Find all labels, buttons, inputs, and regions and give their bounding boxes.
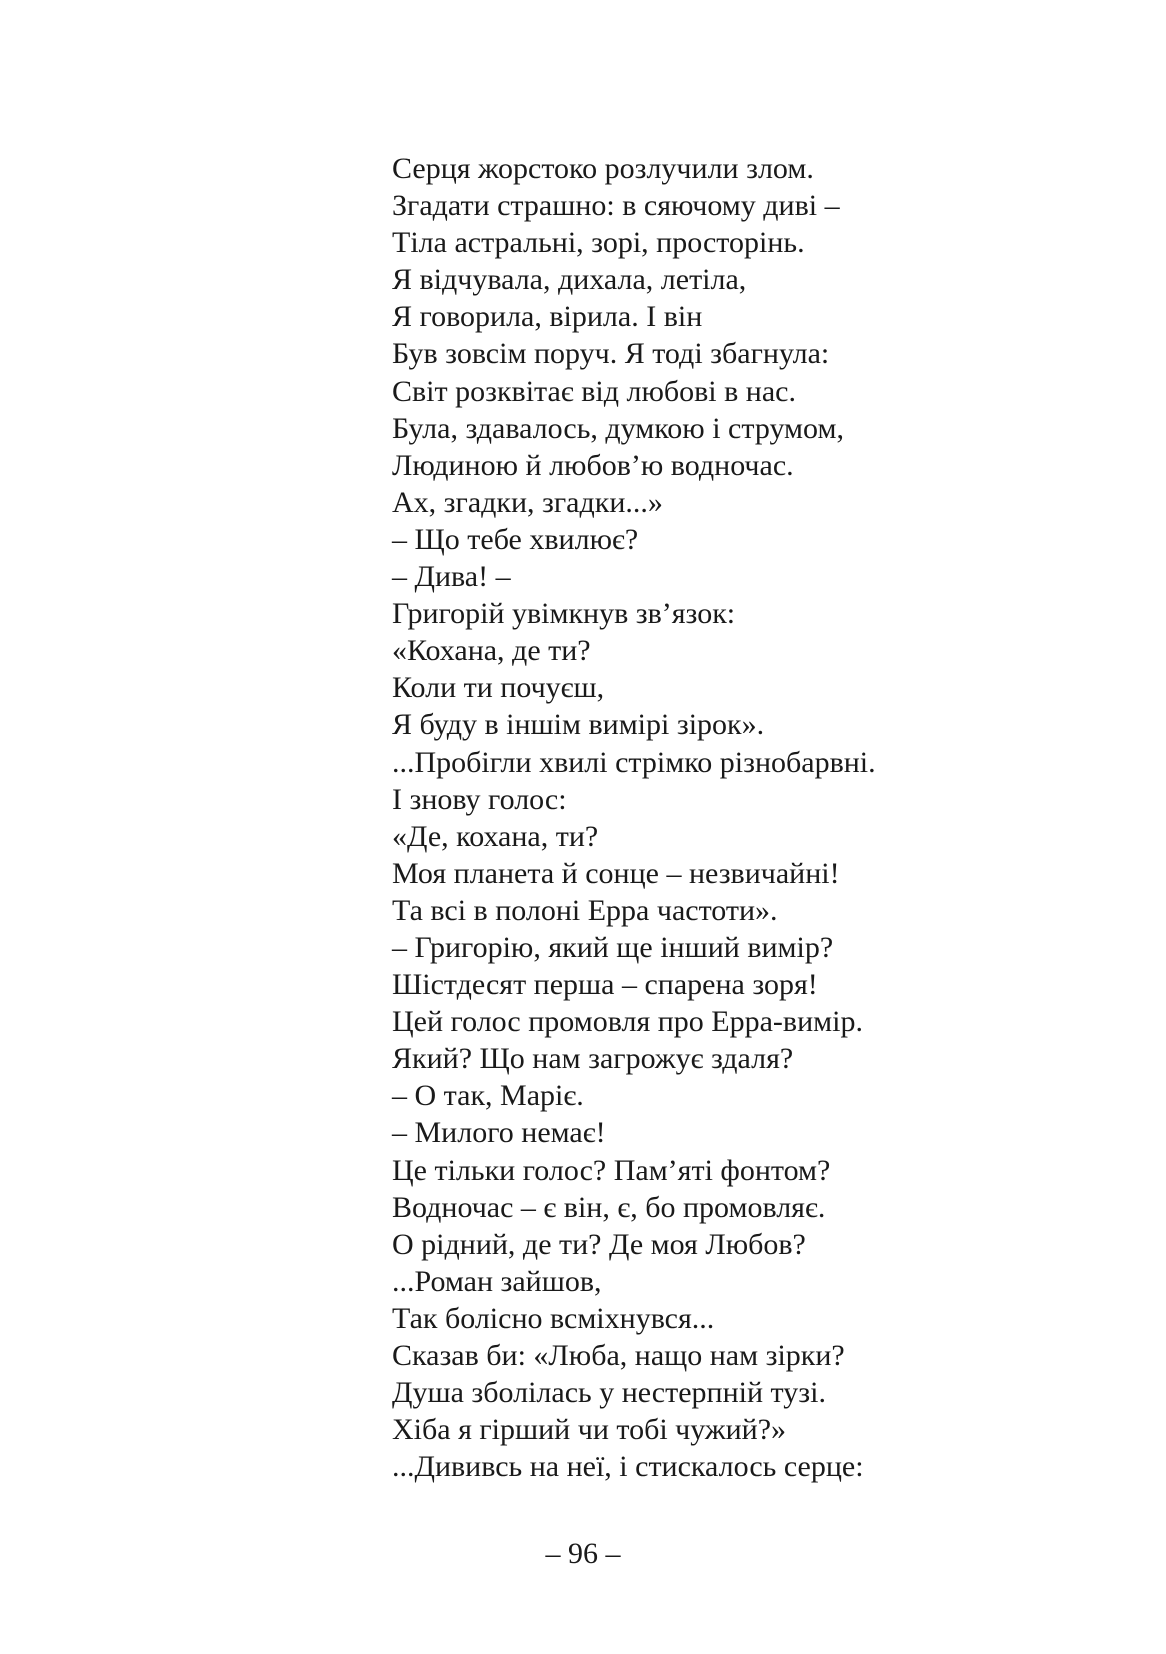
poem-line: Людиною й любов’ю водночас. bbox=[392, 448, 794, 482]
poem-line: – О так, Маріє. bbox=[392, 1079, 584, 1113]
poem-line: Я говорила, вірила. І він bbox=[392, 300, 703, 334]
poem-line: Згадати страшно: в сяючому диві – bbox=[392, 189, 840, 223]
poem-line: – Милого немає! bbox=[392, 1116, 606, 1150]
poem-line: Це тільки голос? Пам’яті фонтом? bbox=[392, 1153, 831, 1187]
poem-line: Ах, згадки, згадки...» bbox=[392, 485, 663, 519]
poem-line: О рідний, де ти? Де моя Любов? bbox=[392, 1227, 806, 1261]
poem-line: Моя планета й сонце – незвичайні! bbox=[392, 856, 840, 890]
poem-line: Я буду в іншім вимірі зірок». bbox=[392, 708, 765, 742]
poem-line: «Кохана, де ти? bbox=[392, 634, 591, 668]
poem-line: ...Пробігли хвилі стрімко різнобарвні. bbox=[392, 745, 876, 779]
poem-line: Хіба я гірший чи тобі чужий?» bbox=[392, 1413, 787, 1447]
poem-line: Водночас – є він, є, бо промовляє. bbox=[392, 1190, 826, 1224]
poem-line: Був зовсім поруч. Я тоді збагнула: bbox=[392, 337, 830, 371]
poem-line: ...Роман зайшов, bbox=[392, 1264, 602, 1298]
poem-line: – Дива! – bbox=[392, 560, 511, 594]
poem-line: Серця жорстоко розлучили злом. bbox=[392, 152, 814, 185]
poem-line: Світ розквітає від любові в нас. bbox=[392, 374, 796, 408]
poem-line: Григорій увімкнув зв’язок: bbox=[392, 597, 736, 631]
poem-line: Цей голос промовля про Ерра-вимір. bbox=[392, 1005, 863, 1039]
page-number: – 96 – bbox=[545, 1537, 621, 1570]
poem-line: ...Дививсь на неї, і стискалось серце: bbox=[392, 1450, 864, 1484]
poem-line: Душа зболілась у нестерпній тузі. bbox=[392, 1376, 826, 1410]
poem-line: – Григорію, який ще інший вимір? bbox=[392, 930, 834, 964]
poem-line: «Де, кохана, ти? bbox=[392, 819, 599, 853]
poem-line: Я відчувала, дихала, летіла, bbox=[392, 263, 747, 297]
poem-line: Коли ти почуєш, bbox=[392, 671, 605, 705]
poem-line: Який? Що нам загрожує здаля? bbox=[392, 1042, 794, 1076]
poem-line: Була, здавалось, думкою і струмом, bbox=[392, 411, 844, 445]
poem-line: Так болісно всміхнувся... bbox=[392, 1301, 715, 1335]
poem-text bbox=[392, 150, 1032, 1485]
poem-line: І знову голос: bbox=[392, 782, 567, 816]
poem-line: Та всі в полоні Ерра частоти». bbox=[392, 893, 778, 927]
poem-line: Тіла астральні, зорі, просторінь. bbox=[392, 226, 805, 260]
poem-line: Шістдесят перша – спарена зоря! bbox=[392, 968, 818, 1002]
poem-line: Сказав би: «Люба, нащо нам зірки? bbox=[392, 1339, 845, 1372]
poem-line: – Що тебе хвилює? bbox=[392, 522, 639, 556]
